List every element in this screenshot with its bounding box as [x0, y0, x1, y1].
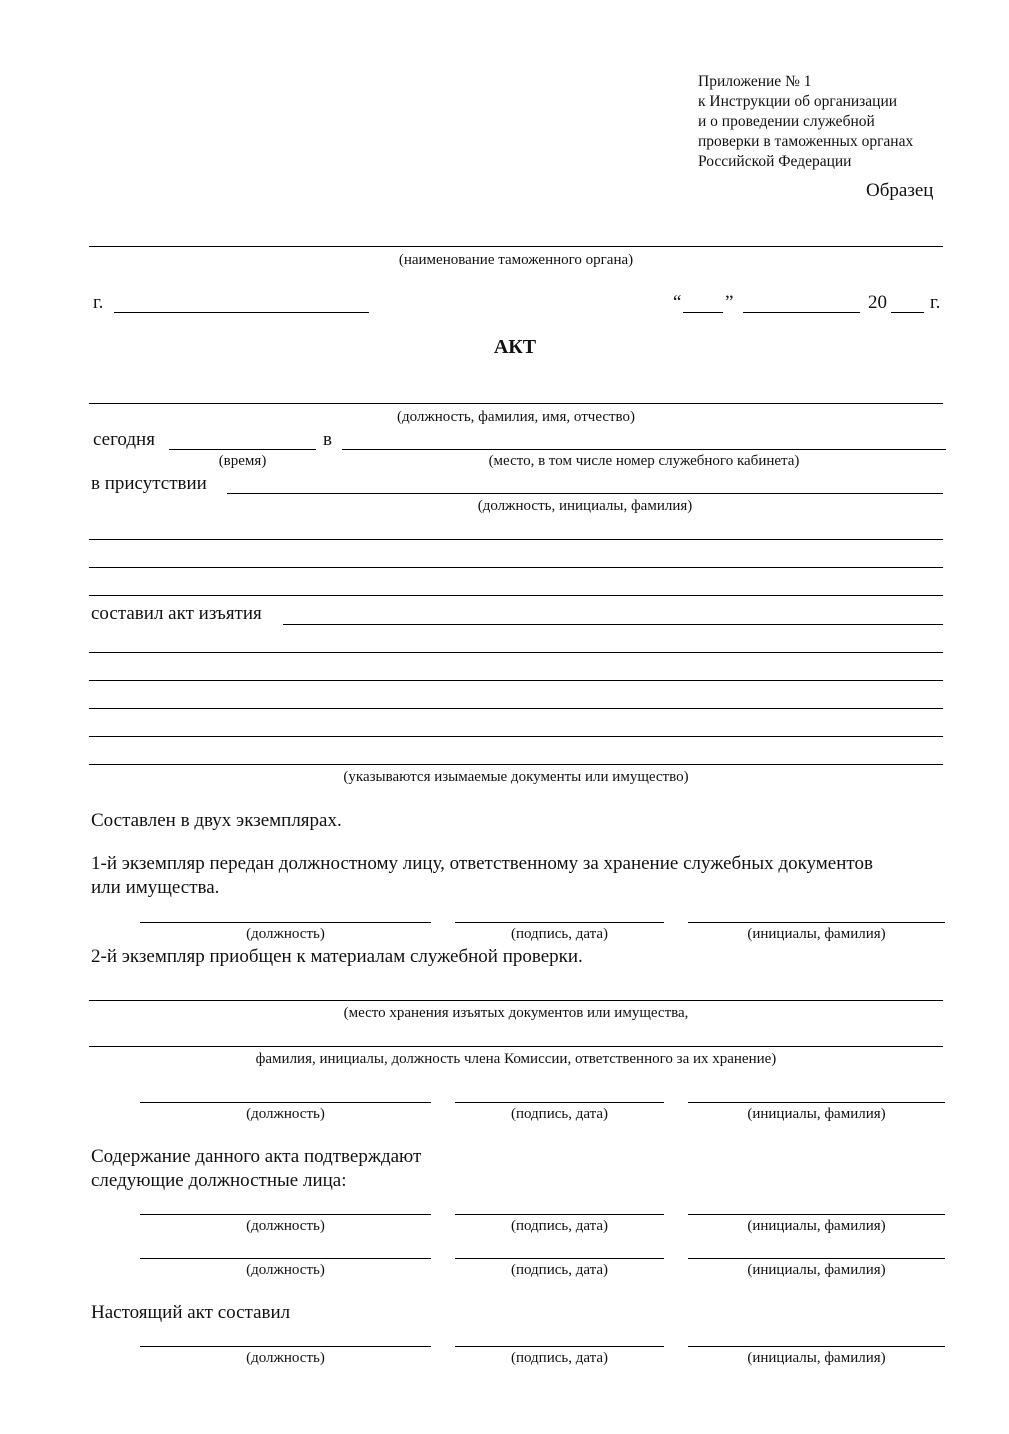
sample-label: Образец: [866, 180, 934, 201]
appendix-line: Российской Федерации: [698, 153, 852, 170]
place-field[interactable]: [342, 449, 946, 450]
appendix-line: к Инструкции об организации: [698, 93, 898, 110]
seizure-field[interactable]: [283, 624, 943, 625]
position-caption: (должность): [246, 1262, 325, 1278]
signature-date-caption: (подпись, дата): [510, 1262, 609, 1278]
month-field[interactable]: [743, 312, 860, 313]
position-caption: (должность): [246, 1106, 325, 1122]
confirmation-text-line2: следующие должностные лица:: [91, 1170, 347, 1191]
position-caption: (должность): [246, 1350, 325, 1366]
initials-surname-caption: (инициалы, фамилия): [747, 1106, 886, 1122]
seizure-label: составил акт изъятия: [91, 603, 262, 624]
initials-surname-field[interactable]: [688, 1214, 945, 1215]
initials-surname-caption: (инициалы, фамилия): [747, 1262, 886, 1278]
initials-surname-field[interactable]: [688, 1258, 945, 1259]
initials-surname-caption: (инициалы, фамилия): [747, 1350, 886, 1366]
signature-date-field[interactable]: [455, 1214, 664, 1215]
signature-date-caption: (подпись, дата): [510, 926, 609, 942]
position-field[interactable]: [140, 1258, 431, 1259]
storage-responsible-field[interactable]: [89, 1046, 943, 1047]
page-title: АКТ: [493, 336, 537, 358]
signature-date-field[interactable]: [455, 1102, 664, 1103]
time-caption: (время): [218, 453, 267, 469]
appendix-line: проверки в таможенных органах: [698, 133, 914, 150]
initials-surname-field[interactable]: [688, 1346, 945, 1347]
confirmation-text-line1: Содержание данного акта подтверждают: [91, 1146, 422, 1167]
initials-surname-field[interactable]: [688, 1102, 945, 1103]
customs-body-caption: (наименование таможенного органа): [398, 252, 634, 268]
initials-surname-caption: (инициалы, фамилия): [747, 926, 886, 942]
customs-body-field[interactable]: [89, 246, 943, 247]
official-caption: (должность, фамилия, имя, отчество): [396, 409, 636, 425]
presence-continuation-field[interactable]: [89, 595, 943, 596]
first-copy-text-line2: или имущества.: [91, 877, 220, 898]
signature-date-caption: (подпись, дата): [510, 1106, 609, 1122]
signature-date-caption: (подпись, дата): [510, 1350, 609, 1366]
signature-date-caption: (подпись, дата): [510, 1218, 609, 1234]
seizure-caption: (указываются изымаемые документы или имущество): [343, 769, 689, 785]
position-field[interactable]: [140, 1346, 431, 1347]
storage-caption-1: (место хранения изъятых документов или имущества,: [343, 1005, 689, 1021]
position-field[interactable]: [140, 1102, 431, 1103]
position-field[interactable]: [140, 1214, 431, 1215]
seizure-continuation-field[interactable]: [89, 680, 943, 681]
storage-caption-2: фамилия, инициалы, должность члена Комиссии, ответственного за их хранение): [255, 1051, 777, 1067]
presence-continuation-field[interactable]: [89, 567, 943, 568]
initials-surname-caption: (инициалы, фамилия): [747, 1218, 886, 1234]
time-field[interactable]: [169, 449, 316, 450]
official-field[interactable]: [89, 403, 943, 404]
presence-caption: (должность, инициалы, фамилия): [477, 498, 693, 514]
date-open-quote: “: [673, 292, 682, 313]
signature-date-field[interactable]: [455, 922, 664, 923]
first-copy-text-line1: 1-й экземпляр передан должностному лицу, ответственному за хранение служебных документов: [91, 853, 873, 874]
seizure-continuation-field[interactable]: [89, 708, 943, 709]
second-copy-text: 2-й экземпляр приобщен к материалам служебной проверки.: [91, 946, 583, 967]
year-prefix: 20: [868, 292, 887, 313]
day-field[interactable]: [683, 312, 723, 313]
city-prefix: г.: [93, 292, 104, 313]
signature-date-field[interactable]: [455, 1346, 664, 1347]
signature-date-field[interactable]: [455, 1258, 664, 1259]
presence-field[interactable]: [227, 493, 943, 494]
today-label: сегодня: [93, 429, 155, 450]
presence-continuation-field[interactable]: [89, 539, 943, 540]
appendix-line: и о проведении служебной: [698, 113, 875, 130]
seizure-continuation-field[interactable]: [89, 736, 943, 737]
position-caption: (должность): [246, 926, 325, 942]
two-copies-text: Составлен в двух экземплярах.: [91, 810, 342, 831]
initials-surname-field[interactable]: [688, 922, 945, 923]
storage-place-field[interactable]: [89, 1000, 943, 1001]
seizure-continuation-field[interactable]: [89, 764, 943, 765]
appendix-line: Приложение № 1: [698, 73, 812, 90]
compiled-by-text: Настоящий акт составил: [91, 1302, 291, 1323]
appendix-reference: [698, 72, 913, 172]
in-label: в: [323, 429, 332, 450]
presence-label: в присутствии: [91, 473, 207, 494]
position-field[interactable]: [140, 922, 431, 923]
place-caption: (место, в том числе номер служебного кабинета): [488, 453, 800, 469]
year-field[interactable]: [891, 312, 924, 313]
date-close-quote: ”: [725, 292, 734, 313]
seizure-continuation-field[interactable]: [89, 652, 943, 653]
city-field[interactable]: [114, 312, 369, 313]
position-caption: (должность): [246, 1218, 325, 1234]
year-suffix: г.: [930, 292, 941, 313]
